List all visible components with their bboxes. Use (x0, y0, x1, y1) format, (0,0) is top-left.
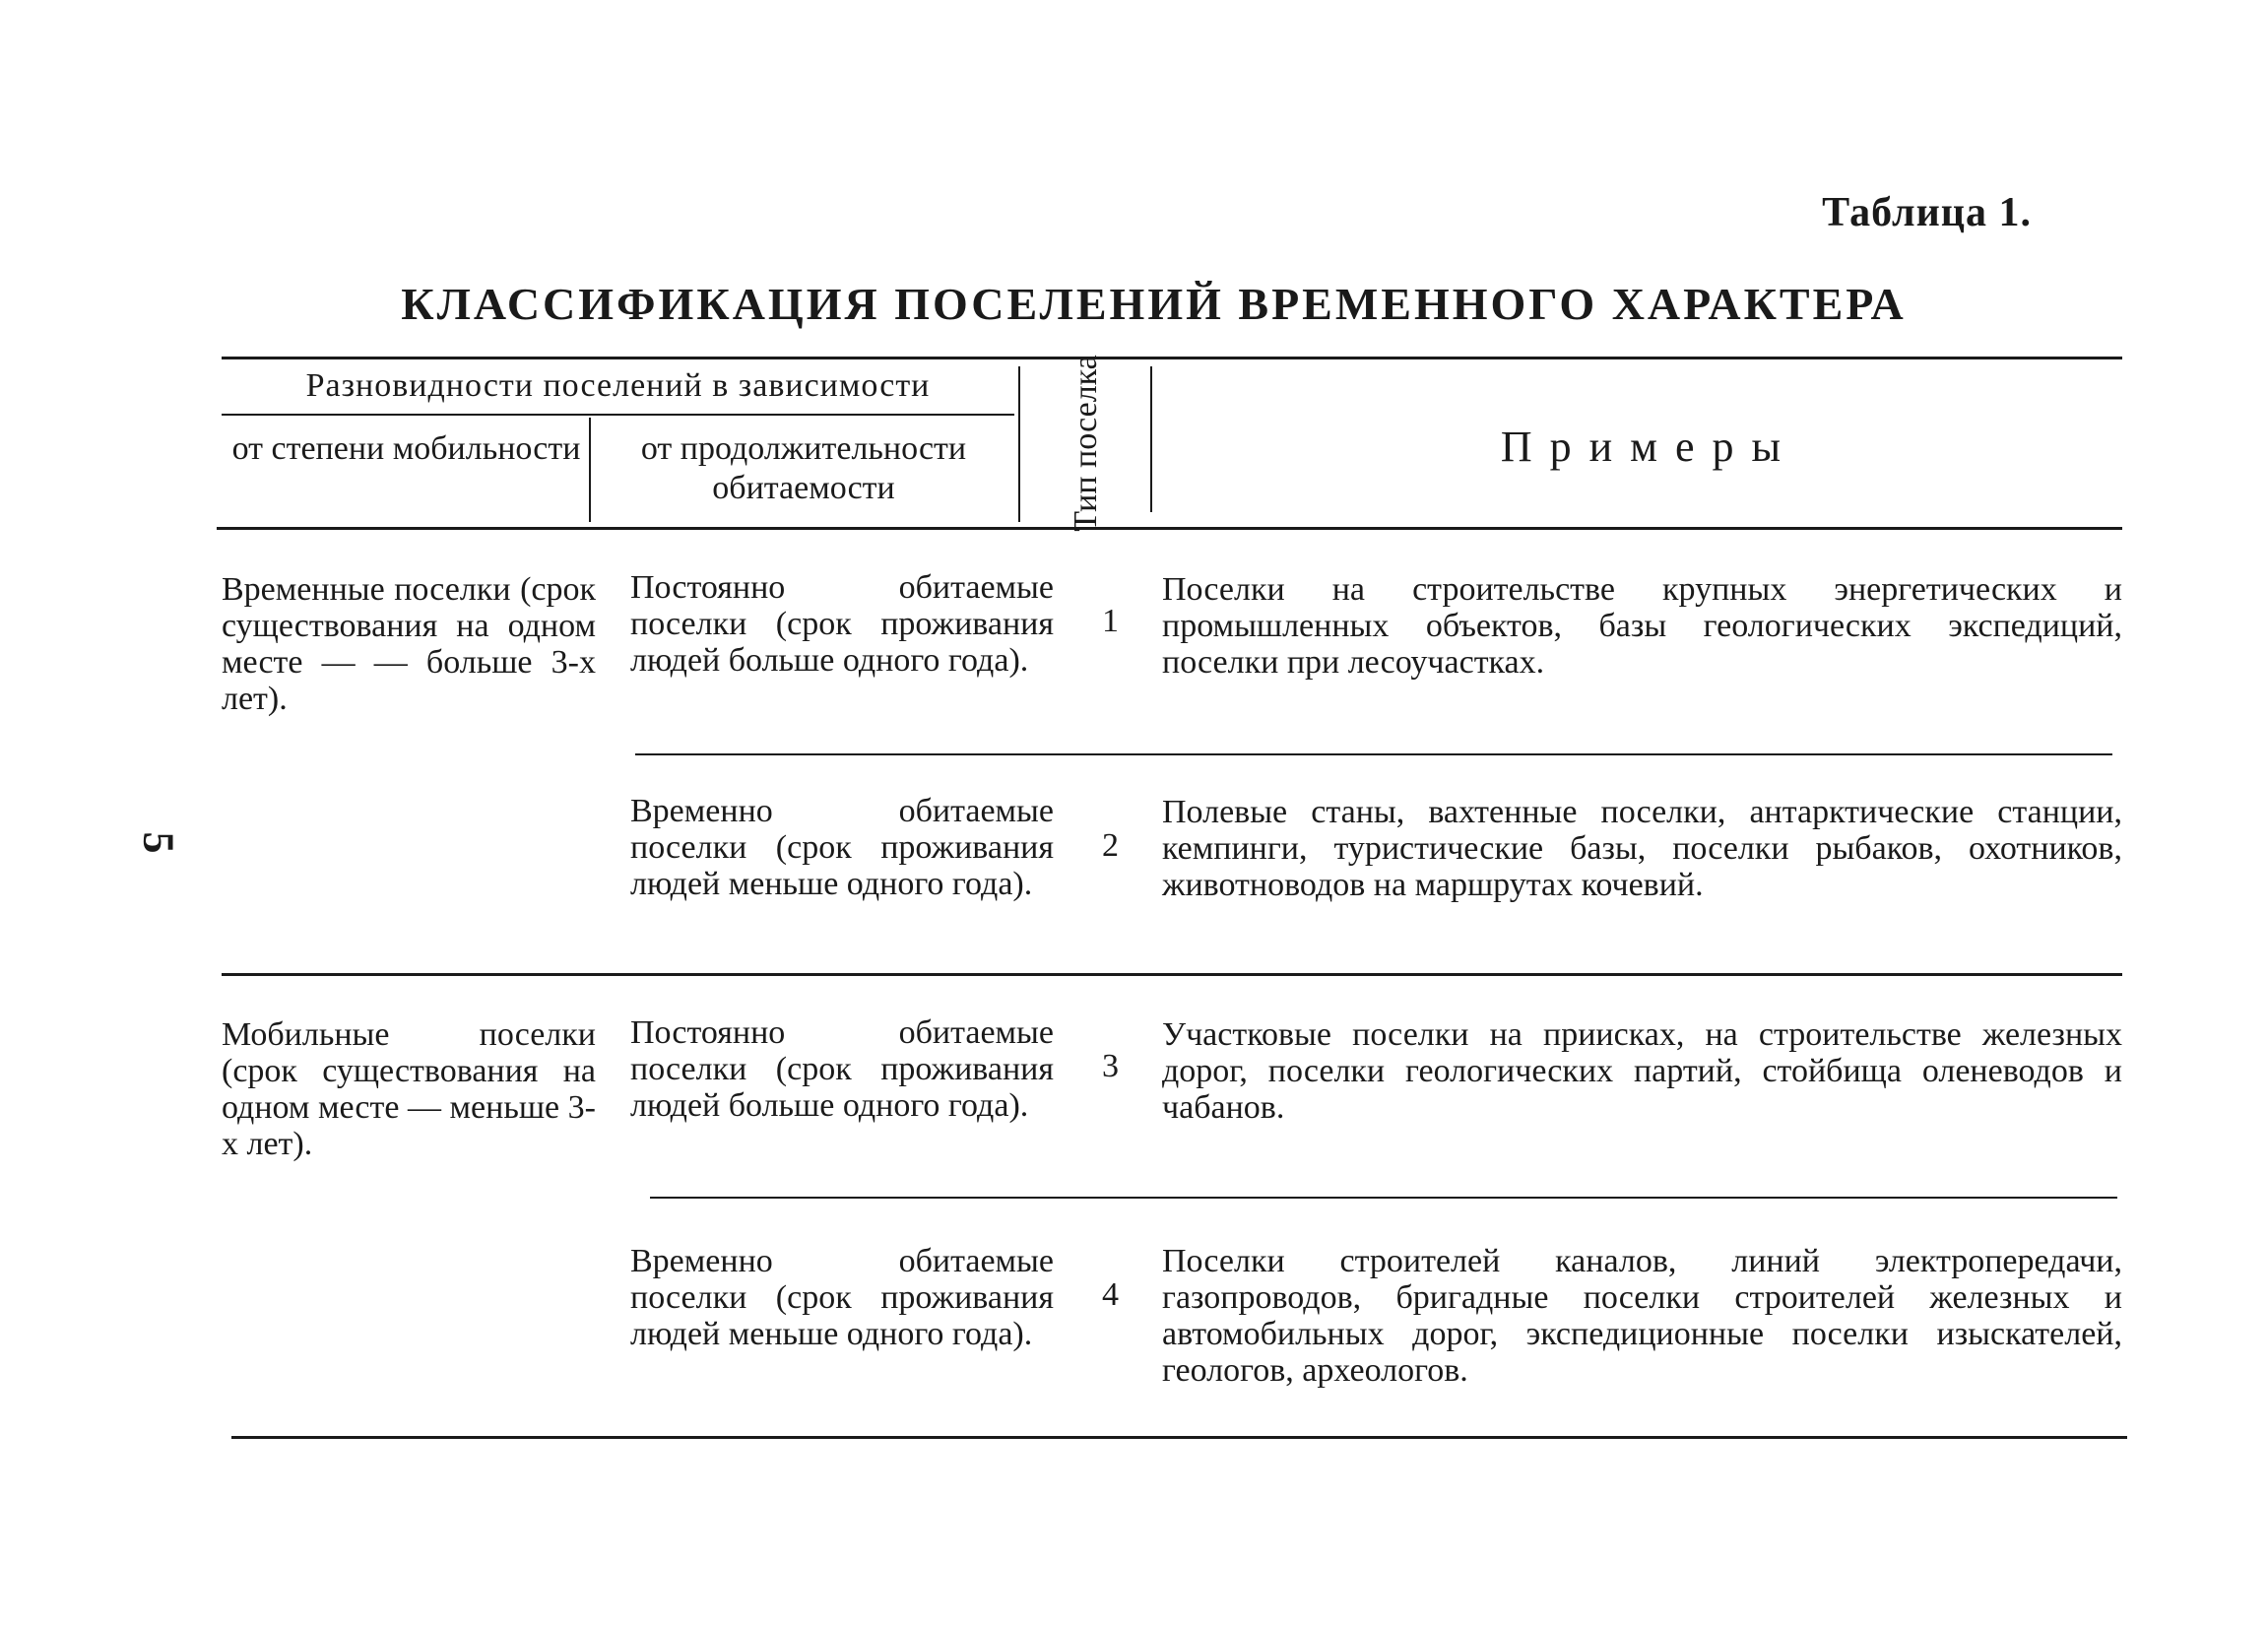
group-2-mobility: Мобильные поселки (срок существования на одном месте — меньше 3-х лет). (222, 1016, 596, 1162)
header-type (1024, 355, 1147, 532)
row-2-examples: Полевые станы, вахтенные поселки, антарктические станции, кемпинги, туристические базы, поселки рыбаков, охотников, животноводов на маршрутах кочевий. (1162, 794, 2122, 903)
row-3-duration: Постоянно обитаемые поселки (срок проживания людей больше одного года). (630, 1014, 1054, 1124)
header-duration: от продолжительности обитаемости (640, 430, 967, 506)
header-mobility: от степени мобильности (231, 430, 581, 467)
row-1-duration: Постоянно обитаемые поселки (срок проживания людей больше одного года). (630, 569, 1054, 679)
header-type-label: Тип поселка (1067, 355, 1104, 532)
header-divider-type (1150, 366, 1152, 512)
header-group-label: Разновидности поселений в зависимости (305, 367, 931, 404)
table-top-rule (222, 357, 2122, 359)
row-3-type: 3 (1102, 1048, 1119, 1084)
page-number: 5 (134, 831, 183, 854)
group-1-mobility: Временные поселки (срок существования на одном месте — — больше 3-х лет). (222, 571, 596, 717)
row-1-examples: Поселки на строительстве крупных энергетических и промышленных объектов, базы геологических экспедиций, поселки при лесоучастках. (1162, 571, 2122, 681)
row-2-duration: Временно обитаемые поселки (срок проживания людей меньше одного года). (630, 793, 1054, 902)
row-1-type: 1 (1102, 603, 1119, 639)
table-bottom-rule (231, 1436, 2127, 1439)
header-group-underline (222, 414, 1014, 416)
row-4-type: 4 (1102, 1276, 1119, 1313)
group-divider (222, 973, 2122, 976)
header-bottom-rule (217, 527, 2122, 530)
row-3-examples: Участковые поселки на приисках, на строительстве железных дорог, поселки геологических партий, стойбища оленеводов и чабанов. (1162, 1016, 2122, 1126)
row-4-duration: Временно обитаемые поселки (срок проживания людей меньше одного года). (630, 1243, 1054, 1352)
header-divider-duration (1018, 366, 1020, 522)
header-examples: Примеры (1500, 423, 1799, 471)
table-title: КЛАССИФИКАЦИЯ ПОСЕЛЕНИЙ ВРЕМЕННОГО ХАРАКТЕРА (401, 279, 1907, 329)
row-divider-3-4 (650, 1197, 2117, 1199)
row-divider-1-2 (635, 753, 2112, 755)
row-4-examples: Поселки строителей каналов, линий электропередачи, газопроводов, бригадные поселки строителей железных и автомобильных дорог, экспедиционные поселки изыскателей, геологов, археологов. (1162, 1243, 2122, 1389)
row-2-type: 2 (1102, 827, 1119, 864)
table-number: Таблица 1. (1822, 190, 2032, 235)
